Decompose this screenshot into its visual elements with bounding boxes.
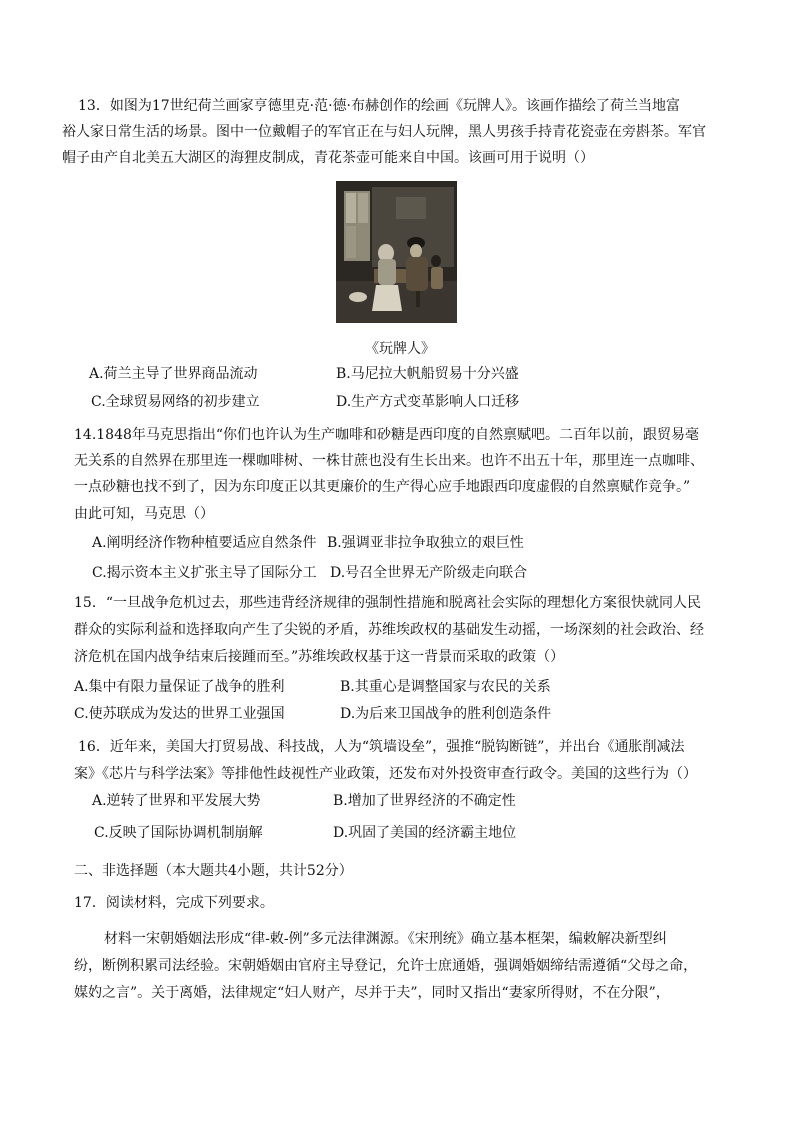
q14-option-c[interactable]: C.揭示资本主义扩张主导了国际分工: [92, 565, 317, 581]
q15-option-b[interactable]: B.其重心是调整国家与农民的关系: [340, 679, 551, 695]
q13-option-b[interactable]: B.马尼拉大帆船贸易十分兴盛: [336, 366, 519, 382]
q15-option-c[interactable]: C.使苏联成为发达的世界工业强国: [74, 706, 285, 722]
q13-line-2: 裕人家日常生活的场景。图中一位戴帽子的军官正在与妇人玩牌，黑人男孩手持青花瓷壶在旁斟茶。军官: [62, 124, 706, 140]
q17-intro: 17．阅读材料，完成下列要求。: [74, 895, 274, 911]
section-2-heading: 二、非选择题（本大题共4小题，共计52分）: [74, 863, 353, 879]
q15-option-a[interactable]: A.集中有限力量保证了战争的胜利: [74, 679, 285, 695]
q15-line-2: 群众的实际利益和选择取向产生了尖锐的矛盾，苏维埃政权的基础发生动摇，一场深刻的社会政治、经: [74, 622, 704, 638]
q17-line-2: 纷，断例积累司法经验。宋朝婚姻由官府主导登记，允许士庶通婚，强调婚姻缔结需遵循“父母之命，: [74, 958, 698, 974]
q13-option-a[interactable]: A.荷兰主导了世界商品流动: [89, 366, 258, 382]
q14-line-4: 由此可知，马克思（）: [74, 506, 214, 522]
q15-option-d[interactable]: D.为后来卫国战争的胜利创造条件: [340, 706, 552, 722]
q15-line-1: 15．“一旦战争危机过去，那些违背经济规律的强制性措施和脱离社会实际的理想化方案很快就同人民: [74, 595, 701, 611]
q13-option-c[interactable]: C.全球贸易网络的初步建立: [91, 394, 260, 410]
q16-option-c[interactable]: C.反映了国际协调机制崩解: [94, 825, 263, 841]
q17-line-3: 媒妁之言”。关于离婚，法律规定“妇人财产，尽并于夫”，同时又指出“妻家所得财，不在分限”，: [74, 985, 670, 1001]
q14-option-b[interactable]: B.强调亚非拉争取独立的艰巨性: [327, 535, 524, 551]
q14-option-a[interactable]: A.阐明经济作物种植要适应自然条件: [92, 535, 317, 551]
painting-caption: 《玩牌人》: [365, 341, 435, 357]
q17-line-1: 材料一宋朝婚姻法形成“律-敕-例”多元法律渊源。《宋刑统》确立基本框架，编敕解决新型纠: [104, 931, 667, 947]
q13-option-d[interactable]: D.生产方式变革影响人口迁移: [336, 394, 520, 410]
q16-line-2: 案》《芯片与科学法案》等排他性歧视性产业政策，还发布对外投资审查行政令。美国的这些行为（）: [74, 766, 697, 782]
q14-line-2: 无关系的自然界在那里连一棵咖啡树、一株甘蔗也没有生长出来。也许不出五十年，那里连一点咖啡、: [74, 453, 704, 469]
q14-line-1: 14.1848年马克思指出“你们也许认为生产咖啡和砂糖是西印度的自然禀赋吧。二百年以前，跟贸易毫: [74, 427, 700, 443]
q13-line-1: 13．如图为17世纪荷兰画家亨德里克·范·德·布赫创作的绘画《玩牌人》。该画作描绘了荷兰当地富: [78, 98, 680, 114]
q16-option-a[interactable]: A.逆转了世界和平发展大势: [92, 793, 261, 809]
q14-line-3: 一点砂糖也找不到了，因为东印度正以其更廉价的生产得心应手地跟西印度虚假的自然禀赋作竞争。”: [74, 479, 691, 495]
q16-option-d[interactable]: D.巩固了美国的经济霸主地位: [333, 825, 517, 841]
q15-line-3: 济危机在国内战争结束后接踵而至。”苏维埃政权基于这一背景而采取的政策（）: [74, 649, 565, 665]
q14-option-d[interactable]: D.号召全世界无产阶级走向联合: [330, 565, 528, 581]
q16-line-1: 16．近年来，美国大打贸易战、科技战，人为“筑墙设垒”，强推“脱钩断链”，并出台《通胀削减法: [78, 739, 685, 755]
card-players-painting: [336, 181, 457, 323]
q16-option-b[interactable]: B.增加了世界经济的不确定性: [333, 793, 516, 809]
q13-line-3: 帽子由产自北美五大湖区的海狸皮制成，青花茶壶可能来自中国。该画可用于说明（）: [62, 150, 594, 166]
